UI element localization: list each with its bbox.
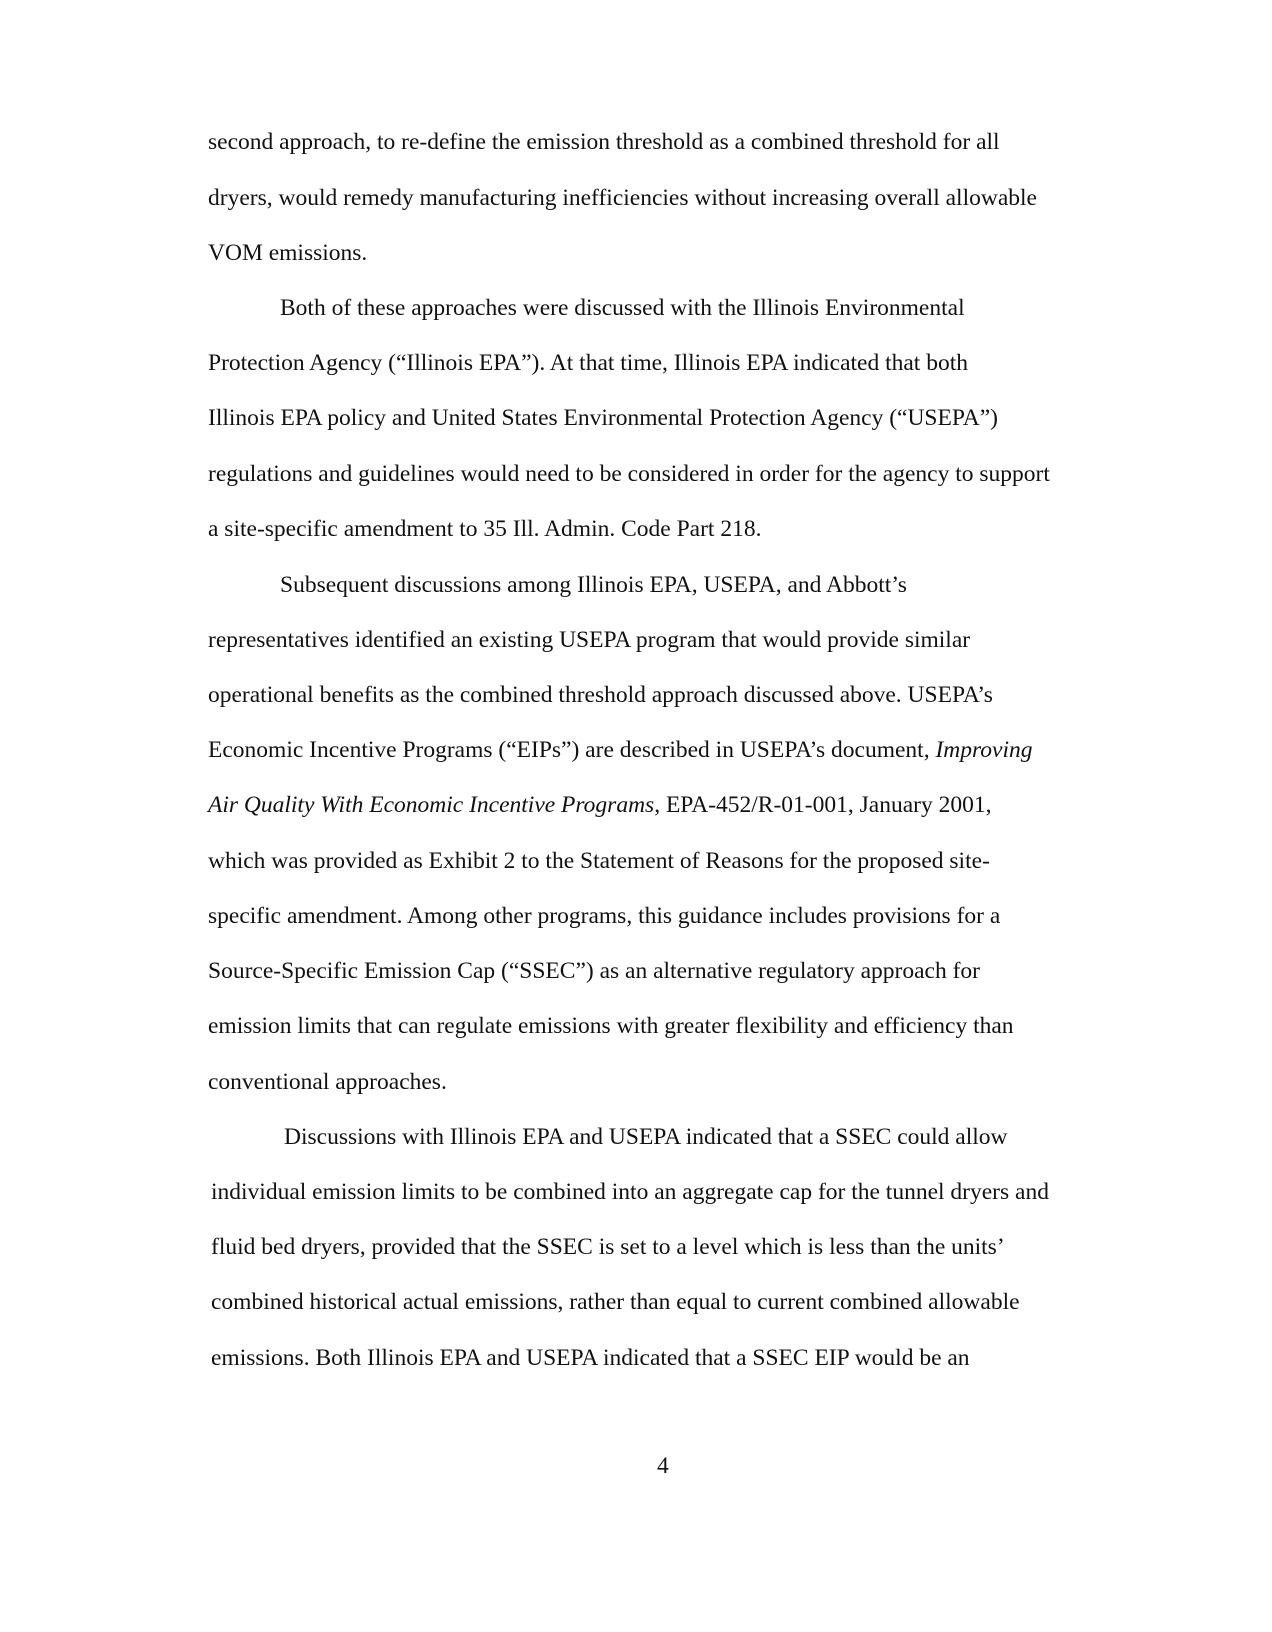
text-line-8: a site-specific amendment to 35 Ill. Admin. Code Part 218. <box>208 516 762 542</box>
text-line-4: Both of these approaches were discussed with the Illinois Environmental <box>280 295 965 321</box>
text-line-18: conventional approaches. <box>208 1069 447 1095</box>
text-line-6: Illinois EPA policy and United States Environmental Protection Agency (“USEPA”) <box>208 405 998 431</box>
text-line-23: emissions. Both Illinois EPA and USEPA indicated that a SSEC EIP would be an <box>211 1345 970 1371</box>
text-line-15: specific amendment. Among other programs, this guidance includes provisions for a <box>208 903 1001 929</box>
text-line-16: Source-Specific Emission Cap (“SSEC”) as an alternative regulatory approach for <box>208 958 980 984</box>
text-line-1: second approach, to re-define the emission threshold as a combined threshold for all <box>208 129 1000 155</box>
text-line-17: emission limits that can regulate emissions with greater flexibility and efficiency than <box>208 1013 1014 1039</box>
text-line-14: which was provided as Exhibit 2 to the Statement of Reasons for the proposed site- <box>208 848 990 874</box>
text-line-11: operational benefits as the combined threshold approach discussed above. USEPA’s <box>208 682 993 708</box>
text-line-7: regulations and guidelines would need to be considered in order for the agency to support <box>208 461 1050 487</box>
text-line-9: Subsequent discussions among Illinois EPA, USEPA, and Abbott’s <box>280 572 907 598</box>
text-line-22: combined historical actual emissions, rather than equal to current combined allowable <box>211 1289 1020 1315</box>
document-title-italic: Air Quality With Economic Incentive Programs <box>208 792 655 818</box>
text-line-12: Economic Incentive Programs (“EIPs”) are described in USEPA’s document, Improving <box>208 737 1033 763</box>
text-line-20: individual emission limits to be combined into an aggregate cap for the tunnel dryers and <box>211 1179 1049 1205</box>
text-line-10: representatives identified an existing USEPA program that would provide similar <box>208 627 971 653</box>
text-line-21: fluid bed dryers, provided that the SSEC is set to a level which is less than the units’ <box>211 1234 1005 1260</box>
text-line-3: VOM emissions. <box>208 240 368 266</box>
text-line-13: Air Quality With Economic Incentive Programs, EPA-452/R-01-001, January 2001, <box>208 792 992 818</box>
text-line-2: dryers, would remedy manufacturing inefficiencies without increasing overall allowable <box>208 185 1037 211</box>
text-line-19: Discussions with Illinois EPA and USEPA indicated that a SSEC could allow <box>284 1124 1008 1150</box>
document-title-italic: Improving <box>935 737 1033 763</box>
text-line-5: Protection Agency (“Illinois EPA”). At that time, Illinois EPA indicated that both <box>208 350 968 376</box>
page-number: 4 <box>657 1453 669 1479</box>
